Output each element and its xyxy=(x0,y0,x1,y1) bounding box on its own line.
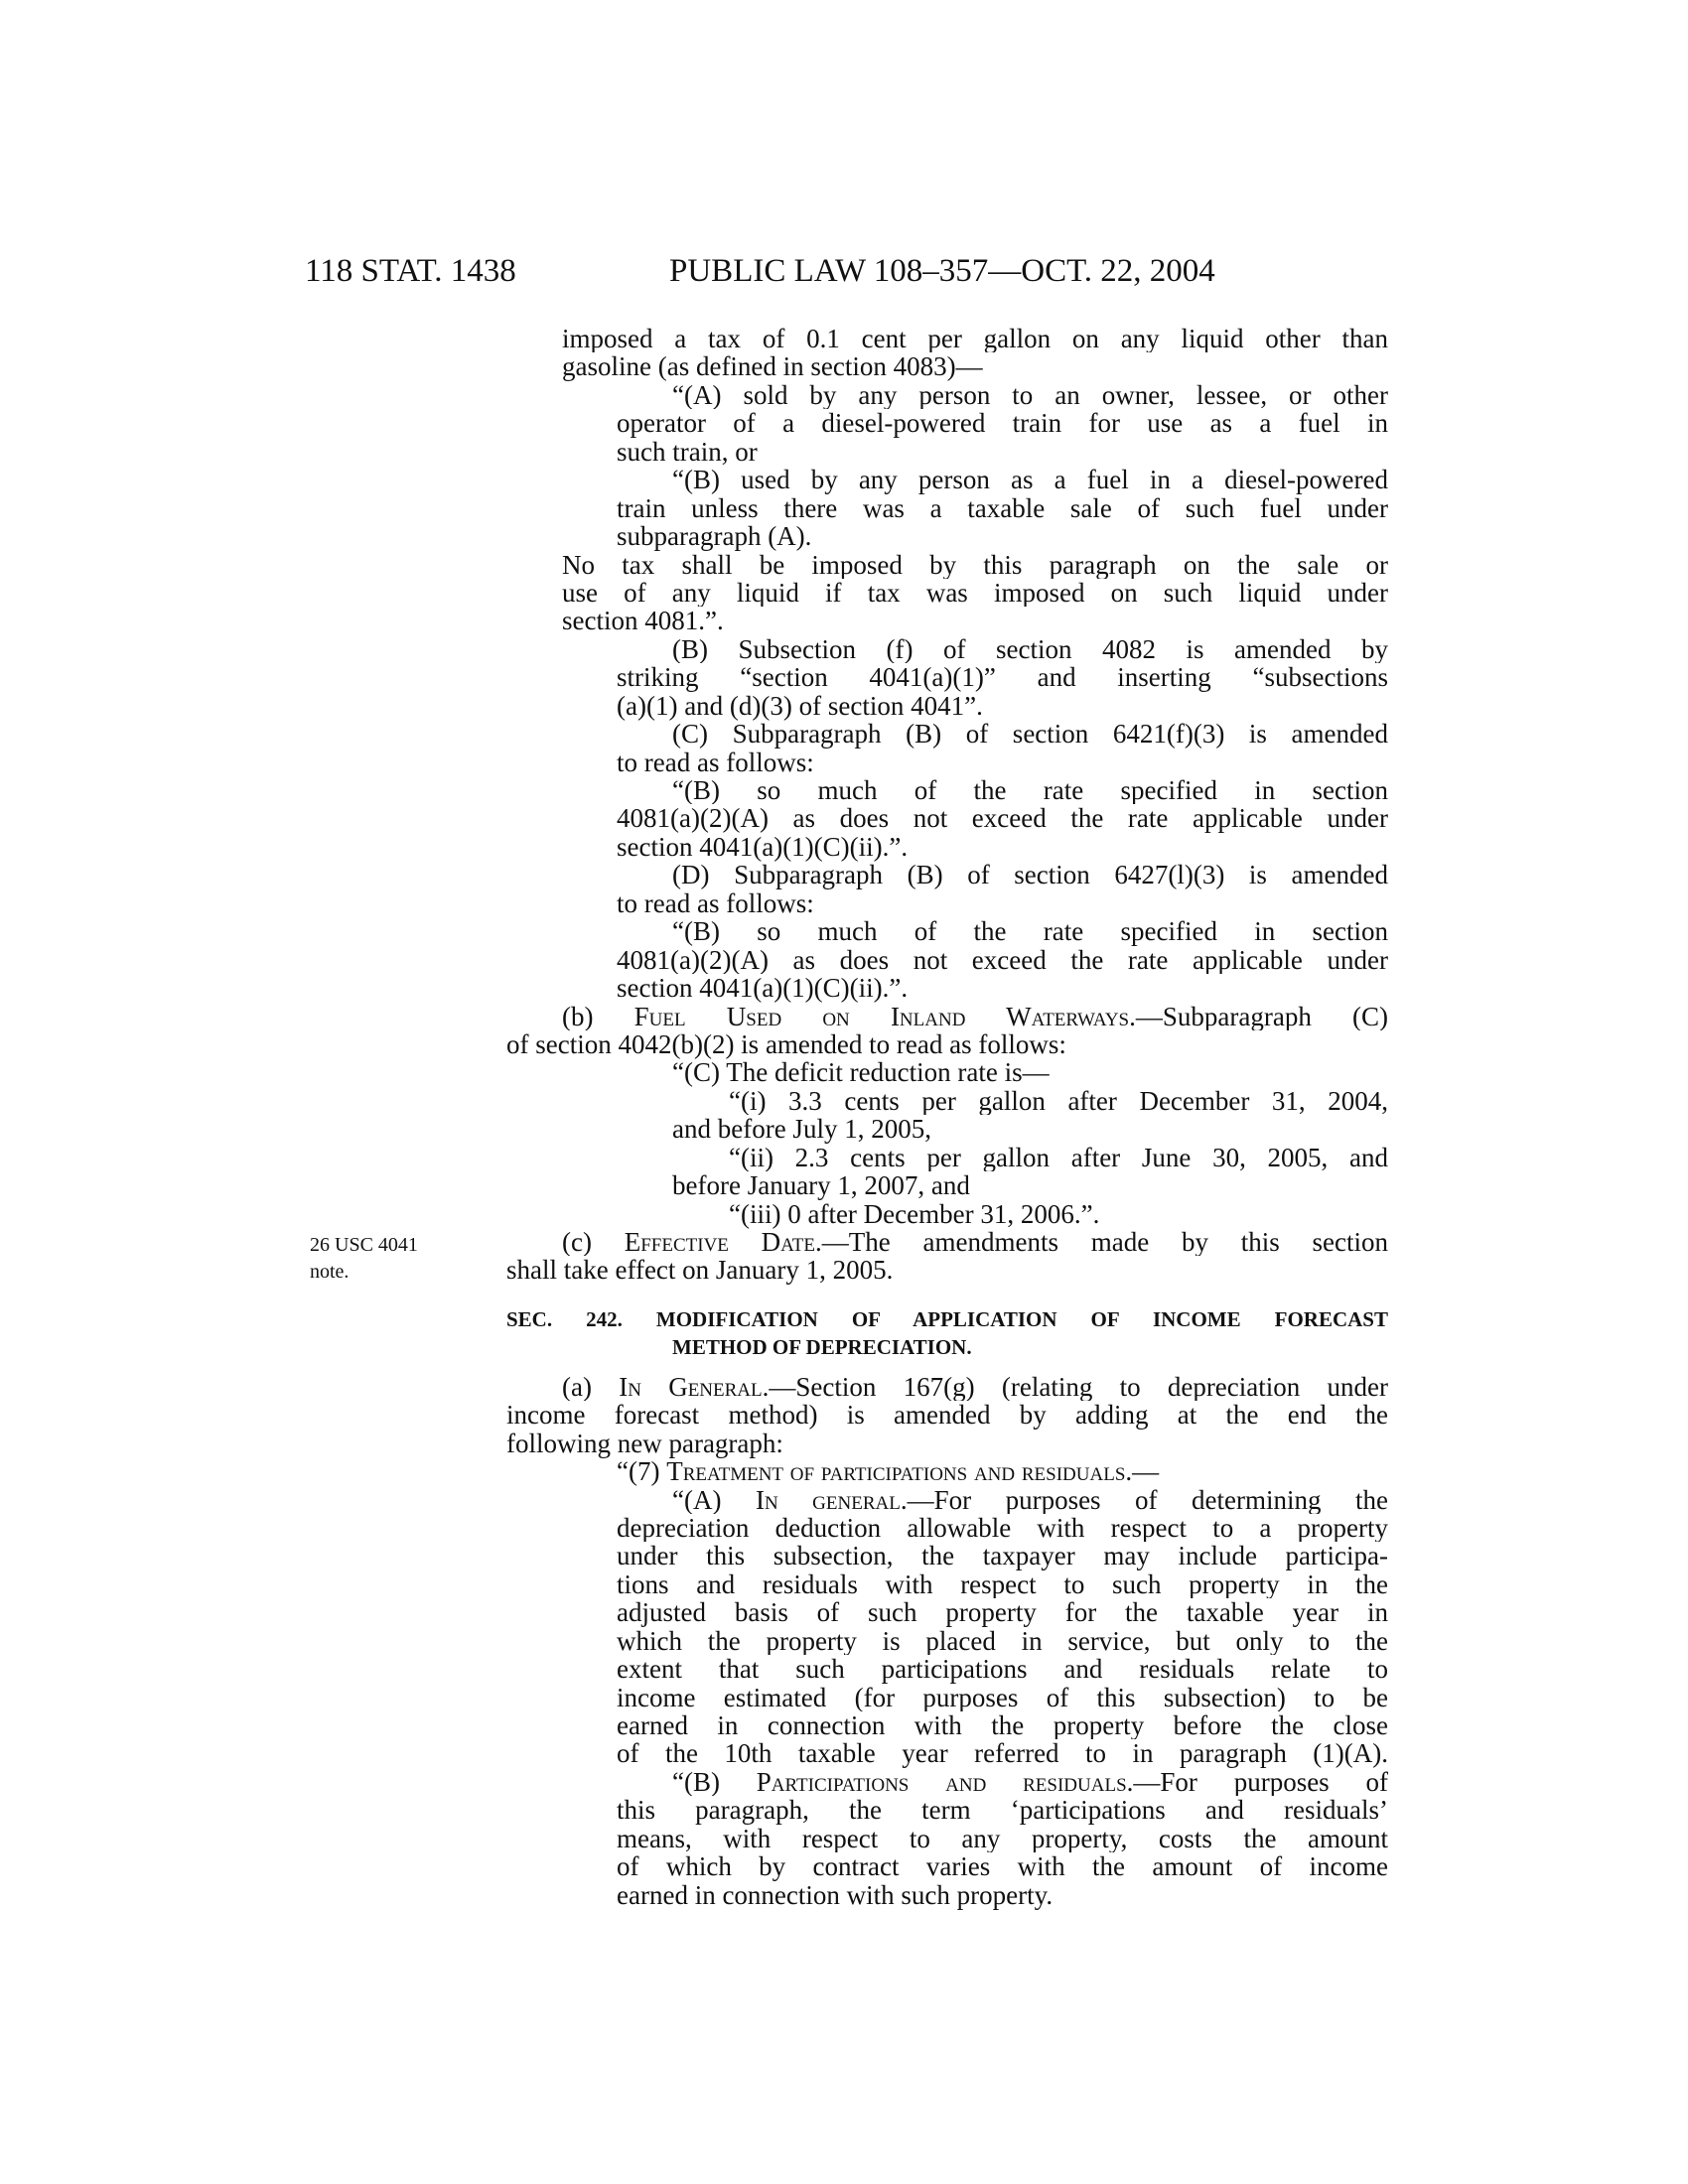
text-line: earned in connection with the property before the close xyxy=(617,1711,1388,1740)
text-line: “(B) so much of the rate specified in section xyxy=(672,917,1388,946)
subparagraph-caption: Participations and residuals. xyxy=(756,1767,1134,1797)
text-line: operator of a diesel-powered train for use as a fuel in xyxy=(617,409,1388,438)
text-line: before January 1, 2007, and xyxy=(672,1170,970,1201)
text-line: to read as follows: xyxy=(617,747,814,777)
text-line: under this subsection, the taxpayer may include participa- xyxy=(617,1542,1388,1570)
text-line: “(i) 3.3 cents per gallon after December 31, 2004, xyxy=(729,1086,1388,1116)
subsection-heading-line xyxy=(562,1003,1388,1030)
text-line: earned in connection with such property. xyxy=(617,1879,1054,1910)
paragraph-heading-line xyxy=(617,1457,1388,1485)
text-line: depreciation deduction allowable with respect to a property xyxy=(617,1513,1388,1543)
text-line: (C) Subparagraph (B) of section 6421(f)(3) is amended xyxy=(672,720,1388,749)
section-heading: SEC. 242. MODIFICATION OF APPLICATION OF INCOME FORECAST xyxy=(506,1306,1388,1331)
text-line: “(C) The deficit reduction rate is— xyxy=(672,1057,1050,1088)
text-line: gasoline (as defined in section 4083)— xyxy=(562,351,983,382)
text-line: of the 10th taxable year referred to in paragraph (1)(A). xyxy=(617,1739,1388,1768)
text-line: use of any liquid if tax was imposed on such liquid under xyxy=(562,578,1388,608)
text-segment: —The amendments made by this section xyxy=(821,1228,1388,1257)
text-segment: — xyxy=(1132,1456,1160,1487)
subparagraph-caption: In general. xyxy=(755,1485,908,1514)
subsection-caption: In General. xyxy=(619,1372,770,1402)
text-segment: “(7) xyxy=(617,1456,667,1487)
text-line: adjusted basis of such property for the taxable year in xyxy=(617,1598,1388,1627)
text-line: (D) Subparagraph (B) of section 6427(l)(3) is amended xyxy=(672,861,1388,889)
text-segment: (b) xyxy=(562,1002,634,1030)
text-line: “(ii) 2.3 cents per gallon after June 30, 2005, and xyxy=(729,1143,1388,1172)
text-line: income forecast method) is amended by adding at the end the xyxy=(506,1401,1388,1430)
text-segment: —For purposes of xyxy=(1133,1767,1388,1797)
subsection-heading-line xyxy=(562,1228,1388,1256)
subsection-caption: Fuel Used on Inland Waterways. xyxy=(633,1002,1136,1030)
page-stat-number: 118 STAT. 1438 xyxy=(305,253,516,289)
text-line: No tax shall be imposed by this paragraph on the sale or xyxy=(562,550,1388,579)
text-line: “(B) used by any person as a fuel in a diesel-powered xyxy=(672,466,1388,494)
text-line: extent that such participations and residuals relate to xyxy=(617,1655,1388,1684)
text-line: striking “section 4041(a)(1)” and inserting “subsections xyxy=(617,663,1388,692)
text-line: imposed a tax of 0.1 cent per gallon on any liquid other than xyxy=(562,325,1388,353)
text-line: 4081(a)(2)(A) as does not exceed the rate applicable under xyxy=(617,945,1388,975)
text-line: subparagraph (A). xyxy=(617,521,812,552)
subparagraph-heading-line xyxy=(672,1768,1388,1796)
text-line: of section 4042(b)(2) is amended to read as follows: xyxy=(506,1028,1066,1059)
statute-body xyxy=(0,325,1688,1909)
text-line: means, with respect to any property, costs the amount xyxy=(617,1824,1388,1853)
running-header-title: PUBLIC LAW 108–357—OCT. 22, 2004 xyxy=(669,253,1215,289)
text-segment: “(A) xyxy=(672,1485,756,1514)
text-segment: —Subparagraph (C) xyxy=(1135,1002,1388,1030)
text-segment: (a) xyxy=(562,1372,620,1402)
margin-note-citation: 26 USC 4041 xyxy=(310,1234,418,1256)
margin-note-suffix: note. xyxy=(310,1261,350,1283)
text-line: to read as follows: xyxy=(617,887,814,918)
paragraph-caption: Treatment of participations and residuals. xyxy=(666,1456,1133,1487)
text-line: section 4041(a)(1)(C)(ii).”. xyxy=(617,973,909,1004)
text-segment: —Section 167(g) (relating to depreciation under xyxy=(769,1372,1388,1402)
subsection-caption: Effective Date. xyxy=(624,1228,822,1257)
text-line: (a)(1) and (d)(3) of section 4041”. xyxy=(617,690,983,721)
text-line: section 4081.”. xyxy=(562,606,724,636)
text-line: income estimated (for purposes of this subsection) to be xyxy=(617,1683,1388,1711)
text-line: tions and residuals with respect to such property in the xyxy=(617,1570,1388,1599)
text-line: shall take effect on January 1, 2005. xyxy=(506,1255,894,1286)
text-segment: “(B) xyxy=(672,1767,757,1797)
text-line: train unless there was a taxable sale of such fuel under xyxy=(617,493,1388,523)
text-line: “(B) so much of the rate specified in section xyxy=(672,776,1388,805)
text-line: such train, or xyxy=(617,436,758,467)
text-line: section 4041(a)(1)(C)(ii).”. xyxy=(617,831,909,862)
text-line: (B) Subsection (f) of section 4082 is amended by xyxy=(672,634,1388,664)
subsection-heading-line xyxy=(562,1373,1388,1401)
text-line: this paragraph, the term ‘participations and residuals’ xyxy=(617,1796,1388,1825)
subparagraph-heading-line xyxy=(672,1486,1388,1514)
text-line: which the property is placed in service, but only to the xyxy=(617,1626,1388,1656)
text-segment: —For purposes of determining the xyxy=(907,1485,1388,1514)
text-line: “(A) sold by any person to an owner, lessee, or other xyxy=(672,380,1388,410)
text-line: following new paragraph: xyxy=(506,1428,783,1458)
text-segment: (c) xyxy=(562,1228,625,1257)
text-line: “(iii) 0 after December 31, 2006.”. xyxy=(729,1198,1100,1229)
text-line: of which by contract varies with the amount of income xyxy=(617,1852,1388,1881)
text-line: and before July 1, 2005, xyxy=(672,1114,931,1145)
section-heading-continued: METHOD OF DEPRECIATION. xyxy=(672,1335,972,1360)
text-line: 4081(a)(2)(A) as does not exceed the rate applicable under xyxy=(617,804,1388,833)
